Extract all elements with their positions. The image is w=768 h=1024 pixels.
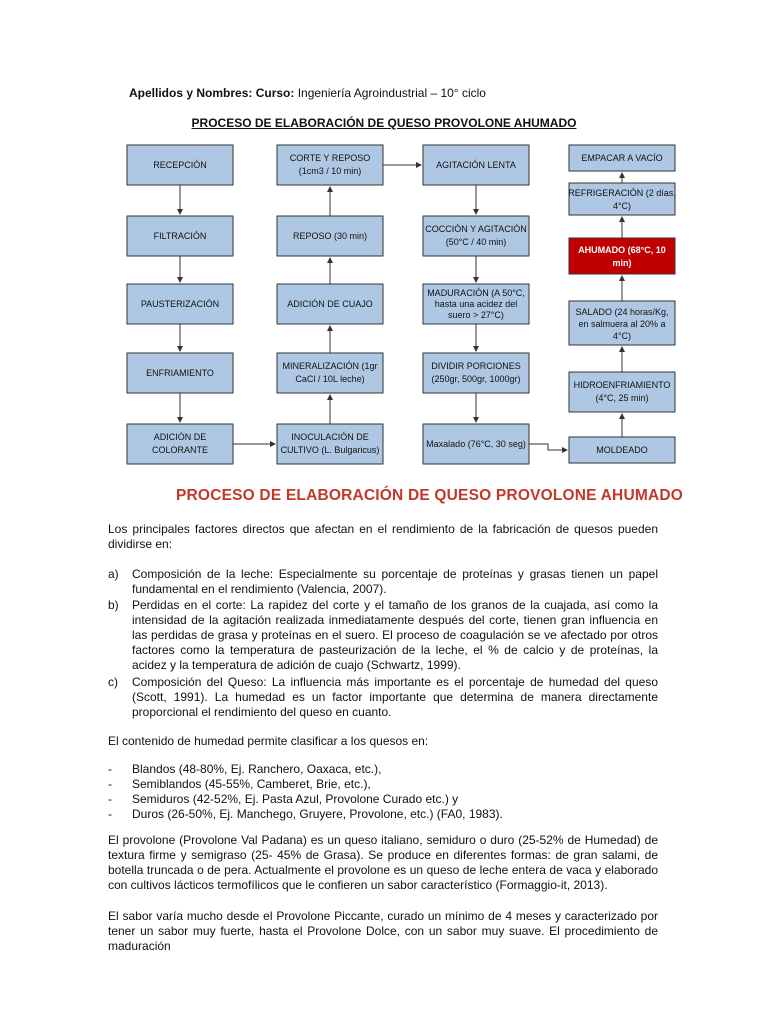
- step-adicion-cuajo: [277, 284, 383, 324]
- step-mineralizacion: [277, 353, 383, 393]
- step-filtracion: [127, 216, 233, 256]
- step-label: FILTRACIÓN: [153, 231, 207, 241]
- step-label: HIDROENFRIAMIENTO: [573, 380, 671, 390]
- list-marker: -: [108, 777, 112, 791]
- step-label: COCCIÓN Y AGITACIÓN: [425, 224, 527, 234]
- step-label: MOLDEADO: [596, 445, 648, 455]
- list-item: [108, 598, 658, 673]
- list-marker: -: [108, 807, 112, 821]
- flavor-paragraph: El sabor varía mucho desde el Provolone Piccante, curado un mínimo de 4 meses y caracterizado por tener un sabor muy fuerte, hasta el Provolone Dolce, con un sabor muy suave. El procedimiento de maduración: [108, 909, 658, 953]
- list-text: Perdidas en el corte: La rapidez del corte y el tamaño de los granos de la cuajada, así como la intensidad de la agitación realizada inmediatamente después del corte, tienen gran influencia en las perdidas de grasa y proteínas en el suero. El proceso de coagulación se ve afectado por otros factores como la temperatura de pasteurización de la leche, el % de calcio y de proteínas, la acidez y la temperatura de adición de cuajo (Schwartz, 1999).: [132, 598, 658, 672]
- step-label: MADURACIÓN (A 50°C,: [427, 288, 525, 298]
- list-marker: a): [108, 567, 119, 581]
- header-label: Apellidos y Nombres: Curso:: [129, 86, 295, 100]
- step-label: COLORANTE: [151, 445, 209, 455]
- list-item: [108, 792, 658, 807]
- list-marker: -: [108, 792, 112, 806]
- list-text: Duros (26-50%, Ej. Manchego, Gruyere, Provolone, etc.) (FA0, 1983).: [132, 807, 503, 821]
- step-label: CORTE Y REPOSO: [289, 153, 371, 163]
- step-moldeado: [569, 437, 675, 463]
- step-empacar-vacio: [569, 145, 675, 171]
- list-text: Blandos (48-80%, Ej. Ranchero, Oaxaca, etc.),: [132, 762, 382, 776]
- list-text: Composición del Queso: La influencia más importante es el porcentaje de humedad del queso (Scott, 1991). La humedad es un factor importante que determina de manera directamente proporcional el rendimiento del queso en cuanto.: [132, 675, 658, 719]
- step-label: hasta una acidez del: [434, 299, 518, 309]
- list-item: [108, 567, 658, 597]
- process-flowchart: [0, 0, 768, 480]
- header-course: Ingeniería Agroindustrial – 10° ciclo: [297, 86, 486, 100]
- intro-paragraph: Los principales factores directos que afectan en el rendimiento de la fabricación de quesos pueden dividirse en:: [108, 522, 658, 551]
- step-label: Maxalado (76°C, 30 seg): [426, 439, 526, 449]
- step-label: ENFRIAMIENTO: [146, 368, 214, 378]
- step-coccion-agitacion: [423, 216, 529, 256]
- step-label: MINERALIZACIÓN (1gr: [282, 361, 378, 371]
- section-title: PROCESO DE ELABORACIÓN DE QUESO PROVOLONE AHUMADO: [176, 487, 683, 504]
- step-reposo: [277, 216, 383, 256]
- step-adicion-colorante: [127, 424, 233, 464]
- step-label: AGITACIÓN LENTA: [436, 160, 516, 170]
- step-label: suero > 27°C): [448, 310, 504, 320]
- step-dividir-porciones: [423, 353, 529, 393]
- list-item: [108, 675, 658, 720]
- step-label: (4°C, 25 min): [595, 393, 649, 403]
- step-ahumado: [569, 238, 675, 274]
- step-label: CaCl / 10L leche): [295, 374, 365, 384]
- step-maxalado: [423, 424, 529, 464]
- step-label: (1cm3 / 10 min): [298, 166, 362, 176]
- list-marker: c): [108, 675, 118, 689]
- step-label: DIVIDIR PORCIONES: [431, 361, 521, 371]
- flow-arrow: [529, 444, 567, 450]
- step-label: (50°C / 40 min): [445, 237, 507, 247]
- step-label: en salmuera al 20% a: [578, 319, 666, 329]
- list-text: Semiduros (42-52%, Ej. Pasta Azul, Provolone Curado etc.) y: [132, 792, 459, 806]
- list-marker: b): [108, 598, 119, 612]
- step-agitacion-lenta: [423, 145, 529, 185]
- step-label: RECEPCIÓN: [153, 160, 207, 170]
- list-item: [108, 762, 658, 777]
- step-label: (250gr, 500gr, 1000gr): [431, 374, 521, 384]
- document-title: PROCESO DE ELABORACIÓN DE QUESO PROVOLONE AHUMADO: [191, 116, 577, 130]
- step-label: ADICIÓN DE: [153, 432, 207, 442]
- step-pasteurizacion: [127, 284, 233, 324]
- step-label: 4°C): [612, 331, 632, 341]
- step-salado: [569, 301, 675, 345]
- step-label: REPOSO (30 min): [292, 231, 368, 241]
- list-item: [108, 777, 658, 792]
- step-refrigeracion: [568, 183, 676, 215]
- step-label: REFRIGERACIÓN (2 días,: [568, 188, 676, 198]
- humidity-intro: El contenido de humedad permite clasificar a los quesos en:: [108, 734, 429, 748]
- list-text: Semiblandos (45-55%, Camberet, Brie, etc.),: [132, 777, 371, 791]
- provolone-paragraph: El provolone (Provolone Val Padana) es un queso italiano, semiduro o duro (25-52% de Humedad) de textura firme y semigraso (25- 45% de Grasa). Se produce en diferentes formas: de gran salami, de botella truncada o de pera. Actualmente el provolone es un queso de leche entera de vaca y elaborado con cultivos lácticos termofílicos que le confieren un sabor característico (Formaggio-it, 2013).: [108, 833, 658, 892]
- step-label: CULTIVO (L. Bulgaricus): [280, 445, 380, 455]
- step-maduracion: [423, 284, 529, 324]
- step-label: INOCULACIÓN DE: [291, 432, 369, 442]
- step-hidroenfriamiento: [569, 372, 675, 412]
- list-item: [108, 807, 658, 822]
- step-corte-reposo: [277, 145, 383, 185]
- list-text: Composición de la leche: Especialmente su porcentaje de proteínas y grasas tienen un papel fundamental en el rendimiento (Valencia, 2007).: [132, 567, 658, 596]
- step-recepcion: [127, 145, 233, 185]
- step-inoculacion: [277, 424, 383, 464]
- step-label: SALADO (24 horas/Kg,: [575, 307, 669, 317]
- step-label: 4°C): [612, 201, 632, 211]
- step-enfriamiento: [127, 353, 233, 393]
- step-label: AHUMADO (68°C, 10: [578, 245, 666, 255]
- step-label: ADICIÓN DE CUAJO: [287, 299, 373, 309]
- list-marker: -: [108, 762, 112, 776]
- step-label: EMPACAR A VACÍO: [581, 153, 663, 163]
- step-label: PAUSTERIZACIÓN: [140, 299, 220, 309]
- step-label: min): [612, 258, 632, 268]
